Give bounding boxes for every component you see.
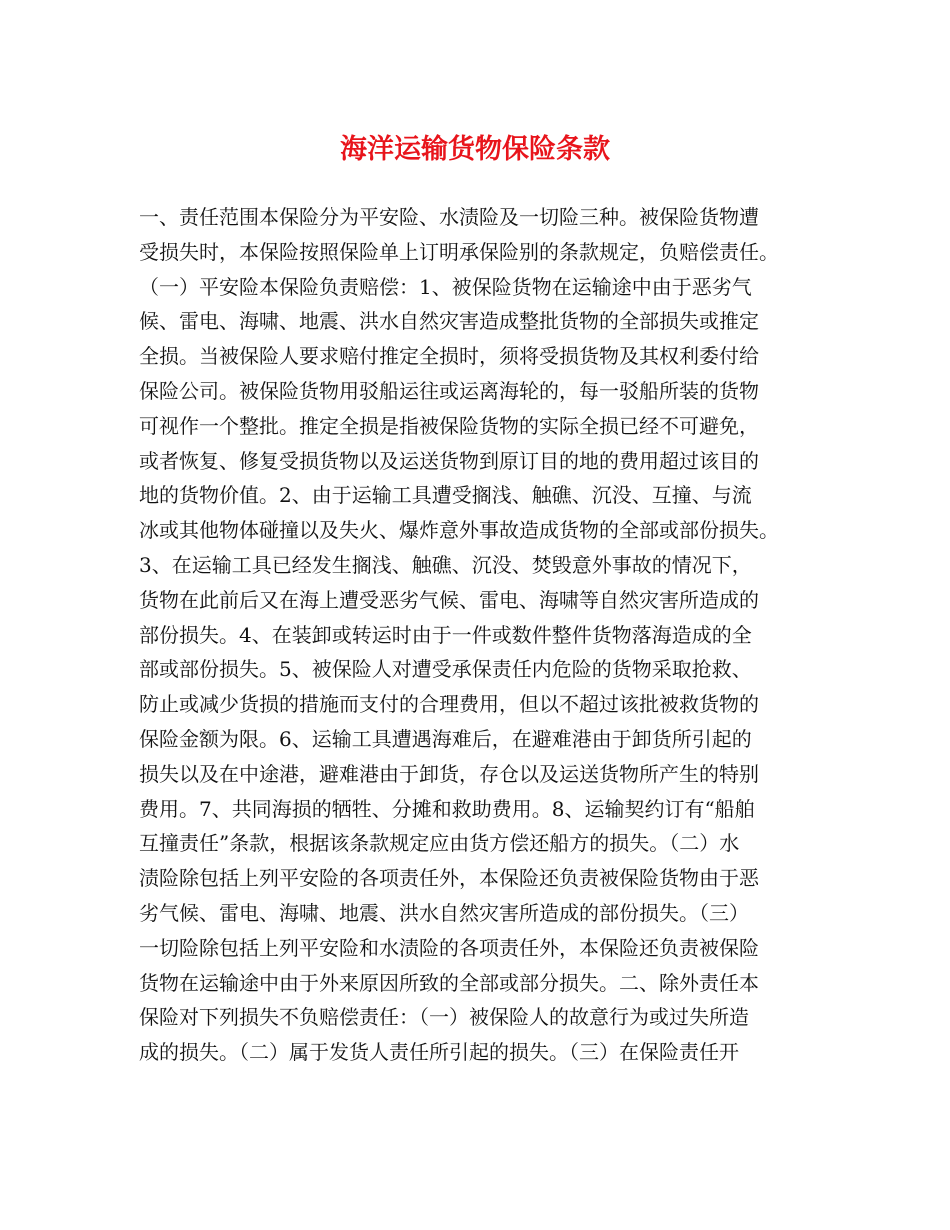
body-line: 一、责任范围本保险分为平安险、水渍险及一切险三种。被保险货物遭 xyxy=(139,205,759,229)
body-line: 损失以及在中途港，避难港由于卸货，存仓以及运送货物所产生的特别 xyxy=(139,761,759,786)
body-line: 一切险除包括上列平安险和水渍险的各项责任外，本保险还负责被保险 xyxy=(139,935,759,960)
body-line: 地的货物价值。2、由于运输工具遭受搁浅、触礁、沉没、互撞、与流 xyxy=(139,483,752,508)
body-line: 全损。当被保险人要求赔付推定全损时，须将受损货物及其权利委付给 xyxy=(139,344,759,369)
body-line: 渍险除包括上列平安险的各项责任外，本保险还负责被保险货物由于恶 xyxy=(139,866,759,891)
body-line: 保险对下列损失不负赔偿责任：（一）被保险人的故意行为或过失所造 xyxy=(139,1005,749,1030)
body-line: （一）平安险本保险负责赔偿：1、被保险货物在运输途中由于恶劣气 xyxy=(139,274,752,299)
body-line: 冰或其他物体碰撞以及失火、爆炸意外事故造成货物的全部或部份损失。 xyxy=(139,518,779,543)
body-line: 可视作一个整批。推定全损是指被保险货物的实际全损已经不可避免， xyxy=(139,413,759,438)
document-title: 海洋运输货物保险条款 xyxy=(340,134,610,165)
body-line: 部份损失。4、在装卸或转运时由于一件或数件整件货物落海造成的全 xyxy=(139,622,752,647)
body-line: 费用。7、共同海损的牺牲、分摊和救助费用。8、运输契约订有“船舶 xyxy=(139,796,755,821)
body-line: 互撞责任”条款，根据该条款规定应由货方偿还船方的损失。（二）水 xyxy=(139,831,740,856)
body-line: 部或部份损失。5、被保险人对遭受承保责任内危险的货物采取抢救、 xyxy=(139,657,752,682)
body-line: 保险公司。被保险货物用驳船运往或运离海轮的，每一驳船所装的货物 xyxy=(139,378,759,403)
body-line: 防止或减少货损的措施而支付的合理费用，但以不超过该批被救货物的 xyxy=(139,692,759,717)
body-line: 货物在运输途中由于外来原因所致的全部或部分损失。二、除外责任本 xyxy=(139,970,759,995)
body-line: 候、雷电、海啸、地震、洪水自然灾害造成整批货物的全部损失或推定 xyxy=(139,309,759,334)
body-line: 保险金额为限。6、运输工具遭遇海难后，在避难港由于卸货所引起的 xyxy=(139,726,752,751)
body-line: 受损失时，本保险按照保险单上订明承保险别的条款规定，负赔偿责任。 xyxy=(139,239,779,264)
body-line: 3、在运输工具已经发生搁浅、触礁、沉没、焚毁意外事故的情况下， xyxy=(139,552,752,577)
body-line: 成的损失。（二）属于发货人责任所引起的损失。（三）在保险责任开 xyxy=(139,1040,739,1065)
body-line: 货物在此前后又在海上遭受恶劣气候、雷电、海啸等自然灾害所造成的 xyxy=(139,587,759,612)
body-line: 劣气候、雷电、海啸、地震、洪水自然灾害所造成的部份损失。（三） xyxy=(139,900,749,925)
body-line: 或者恢复、修复受损货物以及运送货物到原订目的地的费用超过该目的 xyxy=(139,448,759,473)
document-body xyxy=(139,200,839,1070)
